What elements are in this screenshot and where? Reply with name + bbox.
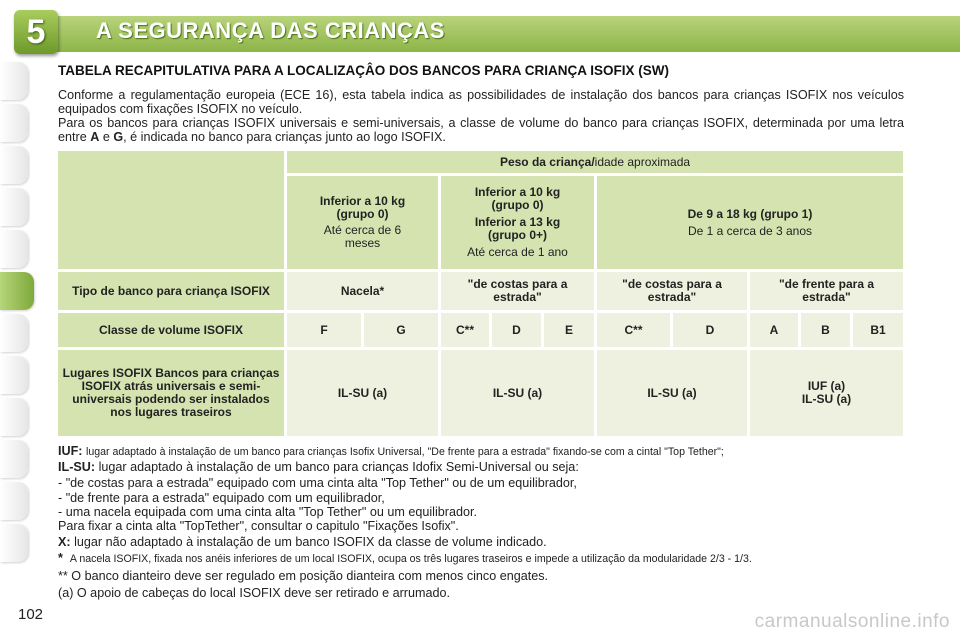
group-cell: De 9 a 18 kg (grupo 1) De 1 a cerca de 3 anos — [597, 176, 903, 269]
note-iuf: IUF: lugar adaptado à instalação de um banco para crianças Isofix Universal, "De frente para a estrada" fixando-se com a cintal "Top Tether"; — [58, 444, 724, 458]
table-corner — [58, 151, 284, 269]
weight-header: Peso da criança/ idade aproximada — [287, 151, 903, 173]
chapter-tab-active[interactable] — [0, 272, 34, 310]
class-cell: D — [673, 313, 747, 347]
page-number: 102 — [18, 606, 44, 623]
seat-cell: IL-SU (a) — [287, 350, 438, 436]
seat-cell: IL-SU (a) — [441, 350, 594, 436]
type-cell: "de costas para a estrada" — [597, 272, 747, 310]
note-double-star: ** O banco dianteiro deve ser regulado em posição dianteira com menos cinco engates. — [58, 569, 549, 583]
seat-cell: IUF (a) IL-SU (a) — [750, 350, 903, 436]
chapter-tab[interactable] — [0, 482, 28, 520]
note-fix: Para fixar a cinta alta "TopTether", consultar o capitulo "Fixações Isofix". — [58, 519, 459, 533]
chapter-tab[interactable] — [0, 398, 28, 436]
note-dash-1: - "de costas para a estrada" equipado com uma cinta alta "Top Tether" ou de um equilibrador, — [58, 476, 577, 490]
class-cell: B1 — [853, 313, 903, 347]
note-ilsu: IL-SU: lugar adaptado à instalação de um banco para crianças Idofix Semi-Universal ou seja: — [58, 460, 579, 474]
seat-cell: IL-SU (a) — [597, 350, 747, 436]
chapter-tab[interactable] — [0, 230, 28, 268]
note-dash-3: - uma nacela equipada com uma cinta alta "Top Tether" ou um equilibrador. — [58, 505, 477, 519]
chapter-tab[interactable] — [0, 314, 28, 352]
note-dash-2: - "de frente para a estrada" equipado com um equilibrador, — [58, 491, 385, 505]
chapter-tab[interactable] — [0, 104, 28, 142]
note-star: * A nacela ISOFIX, fixada nos anéis inferiores de um local ISOFIX, ocupa os três lugares traseiros e impede a utilização da modularidade 2/3 - 1/3. — [58, 551, 752, 565]
page-title: A SEGURANÇA DAS CRIANÇAS — [96, 18, 445, 43]
intro-paragraph-2: Para os bancos para crianças ISOFIX universais e semi-universais, a classe de volume do banco para crianças ISOFIX, determinada por uma letra entre A e G, é indicada no banco para crianças junto ao logo ISOFIX. — [58, 116, 904, 144]
chapter-badge: 5 — [14, 10, 58, 54]
chapter-tab[interactable] — [0, 62, 28, 100]
class-row-label: Classe de volume ISOFIX — [58, 313, 284, 347]
class-cell: D — [492, 313, 541, 347]
type-cell: Nacela* — [287, 272, 438, 310]
type-cell: "de costas para a estrada" — [441, 272, 594, 310]
class-cell: A — [750, 313, 798, 347]
intro-paragraph-1: Conforme a regulamentação europeia (ECE 16), esta tabela indica as possibilidades de instalação dos bancos para crianças ISOFIX nos veículos equipados com fixações ISOFIX no veículo. — [58, 88, 904, 116]
chapter-tab[interactable] — [0, 146, 28, 184]
class-cell: G — [364, 313, 438, 347]
watermark: carmanualsonline.info — [754, 611, 950, 632]
group-cell: Inferior a 10 kg (grupo 0) Inferior a 13 kg (grupo 0+) Até cerca de 1 ano — [441, 176, 594, 269]
type-row-label: Tipo de banco para criança ISOFIX — [58, 272, 284, 310]
chapter-tab[interactable] — [0, 440, 28, 478]
class-cell: E — [544, 313, 594, 347]
type-cell: "de frente para a estrada" — [750, 272, 903, 310]
chapter-tab[interactable] — [0, 188, 28, 226]
class-cell: B — [801, 313, 850, 347]
section-title: TABELA RECAPITULATIVA PARA A LOCALIZAÇÂO DOS BANCOS PARA CRIANÇA ISOFIX (SW) — [58, 63, 669, 78]
note-a: (a) O apoio de cabeças do local ISOFIX deve ser retirado e arrumado. — [58, 586, 451, 600]
group-cell: Inferior a 10 kg (grupo 0) Até cerca de 6 meses — [287, 176, 438, 269]
class-cell: C** — [597, 313, 670, 347]
note-x: X: lugar não adaptado à instalação de um banco ISOFIX da classe de volume indicado. — [58, 535, 547, 549]
chapter-tab[interactable] — [0, 524, 28, 562]
seat-row-label: Lugares ISOFIX Bancos para crianças ISOFIX atrás universais e semi-universais podendo ser instalados nos lugares traseiros — [58, 350, 284, 436]
class-cell: F — [287, 313, 361, 347]
chapter-tab[interactable] — [0, 356, 28, 394]
class-cell: C** — [441, 313, 489, 347]
chapter-tabs — [0, 62, 30, 566]
